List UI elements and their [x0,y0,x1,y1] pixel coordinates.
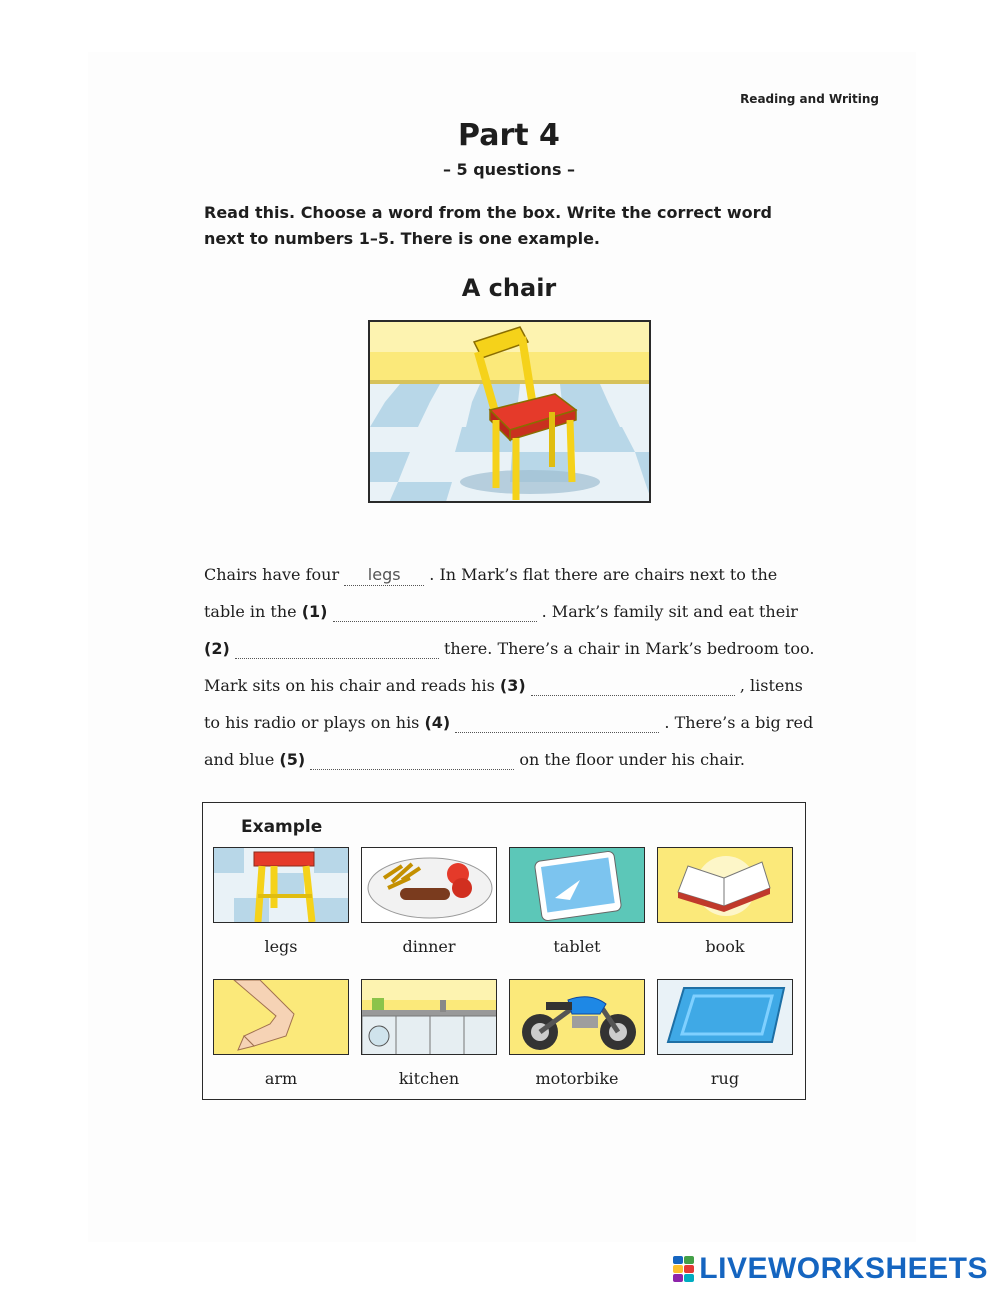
dinner-picture [361,847,497,923]
liveworksheets-brand[interactable] [673,1252,988,1286]
answer-input-3[interactable] [531,678,735,696]
legs-picture [213,847,349,923]
word-box-title: Example [241,817,323,837]
question-number-3: (3) [499,676,526,695]
story-line-6: and blue (5) on the floor under his chair. [204,750,745,769]
word-kitchen: kitchen [398,1069,460,1088]
answer-input-2[interactable] [235,641,439,659]
word-motorbike: motorbike [535,1069,619,1088]
story-title: A chair [461,274,557,302]
example-answer: legs [344,565,424,586]
word-rug: rug [710,1069,740,1088]
answer-input-4[interactable] [455,715,659,733]
word-book: book [705,937,745,956]
brand-name: LIVEWORKSHEETS [699,1252,988,1285]
story-line-1: Chairs have four legs . In Mark’s flat there are chairs next to the [204,565,778,584]
liveworksheets-logo-icon [673,1256,695,1282]
part-subtitle: – 5 questions – [442,160,576,179]
story-text [204,556,824,778]
word-legs: legs [264,937,298,956]
tablet-picture [509,847,645,923]
part-title: Part 4 [458,118,560,153]
chair-illustration [368,320,651,503]
motorbike-picture [509,979,645,1055]
rug-picture [657,979,793,1055]
question-number-4: (4) [424,713,451,732]
section-label: Reading and Writing [740,92,879,106]
story-line-4: Mark sits on his chair and reads his (3) , listens [204,676,803,695]
arm-picture [213,979,349,1055]
word-dinner: dinner [402,937,456,956]
story-line-5: to his radio or plays on his (4) . There’s a big red [204,713,814,732]
answer-input-1[interactable] [333,604,537,622]
book-picture [657,847,793,923]
question-number-5: (5) [279,750,306,769]
word-arm: arm [264,1069,298,1088]
question-number-2: (2) [204,639,230,658]
word-tablet: tablet [553,937,601,956]
kitchen-picture [361,979,497,1055]
answer-input-5[interactable] [310,752,514,770]
story-line-2: table in the (1) . Mark’s family sit and eat their [204,602,798,621]
word-box [202,802,806,1100]
instructions: Read this. Choose a word from the box. Write the correct word next to numbers 1–5. There is one example. [204,203,772,248]
question-number-1: (1) [301,602,328,621]
story-line-3: (2) there. There’s a chair in Mark’s bedroom too. [204,639,815,658]
